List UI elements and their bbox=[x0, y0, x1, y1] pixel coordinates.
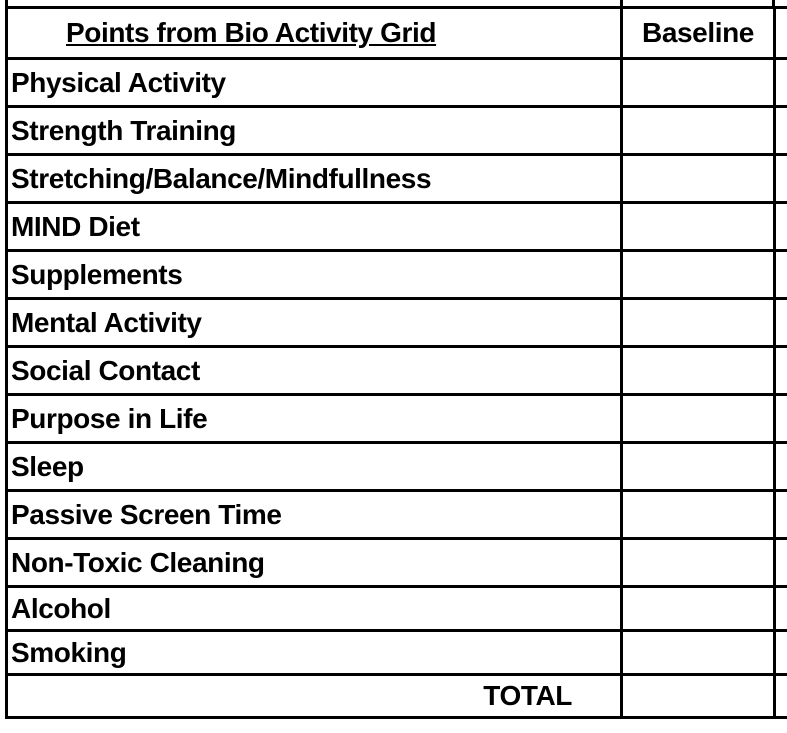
activity-label: MIND Diet bbox=[11, 210, 140, 242]
next-column-cell[interactable] bbox=[775, 587, 787, 631]
table-row bbox=[7, 107, 787, 155]
total-label-cell[interactable] bbox=[7, 675, 622, 718]
activity-label: Stretching/Balance/Mindfullness bbox=[11, 162, 432, 194]
activity-label-cell[interactable] bbox=[7, 587, 622, 631]
table-row bbox=[7, 59, 787, 107]
table-row bbox=[7, 347, 787, 395]
grid-title: Points from Bio Activity Grid bbox=[66, 17, 437, 48]
next-column-cell[interactable] bbox=[775, 631, 787, 675]
table-row bbox=[7, 491, 787, 539]
activity-label: Purpose in Life bbox=[11, 402, 208, 434]
baseline-cell[interactable] bbox=[622, 347, 775, 395]
baseline-cell[interactable] bbox=[622, 203, 775, 251]
activity-label-cell[interactable] bbox=[7, 59, 622, 107]
table-row bbox=[7, 203, 787, 251]
table-row bbox=[7, 251, 787, 299]
activity-label: Mental Activity bbox=[11, 306, 202, 338]
next-column-cell[interactable] bbox=[775, 59, 787, 107]
activity-label: Supplements bbox=[11, 258, 183, 290]
baseline-cell[interactable] bbox=[622, 299, 775, 347]
bio-activity-grid-table bbox=[5, 6, 787, 719]
header-row bbox=[7, 8, 787, 59]
total-baseline-cell[interactable] bbox=[622, 675, 775, 718]
baseline-cell[interactable] bbox=[622, 395, 775, 443]
activity-label-cell[interactable] bbox=[7, 631, 622, 675]
activity-label: Non-Toxic Cleaning bbox=[11, 546, 265, 578]
activity-label: Strength Training bbox=[11, 114, 236, 146]
activity-label: Sleep bbox=[11, 450, 84, 482]
table-row bbox=[7, 587, 787, 631]
baseline-header: Baseline bbox=[642, 17, 754, 48]
total-row bbox=[7, 675, 787, 718]
activity-label-cell[interactable] bbox=[7, 395, 622, 443]
activity-label: Physical Activity bbox=[11, 66, 226, 98]
baseline-cell[interactable] bbox=[622, 59, 775, 107]
activity-label: Passive Screen Time bbox=[11, 498, 282, 530]
next-column-cell[interactable] bbox=[775, 395, 787, 443]
next-column-cell[interactable] bbox=[775, 251, 787, 299]
activity-label-cell[interactable] bbox=[7, 107, 622, 155]
baseline-cell[interactable] bbox=[622, 251, 775, 299]
next-column-header-cell[interactable] bbox=[775, 8, 787, 59]
activity-label: Smoking bbox=[11, 636, 127, 668]
activity-label-cell[interactable] bbox=[7, 347, 622, 395]
table-row bbox=[7, 395, 787, 443]
activity-label-cell[interactable] bbox=[7, 299, 622, 347]
activity-label-cell[interactable] bbox=[7, 443, 622, 491]
activity-label-cell[interactable] bbox=[7, 155, 622, 203]
baseline-cell[interactable] bbox=[622, 107, 775, 155]
table-row bbox=[7, 539, 787, 587]
activity-label-cell[interactable] bbox=[7, 251, 622, 299]
next-column-cell[interactable] bbox=[775, 299, 787, 347]
table-row bbox=[7, 631, 787, 675]
next-column-cell[interactable] bbox=[775, 539, 787, 587]
next-column-cell[interactable] bbox=[775, 203, 787, 251]
total-label: TOTAL bbox=[483, 680, 572, 711]
baseline-cell[interactable] bbox=[622, 155, 775, 203]
next-column-cell[interactable] bbox=[775, 107, 787, 155]
activity-label-cell[interactable] bbox=[7, 539, 622, 587]
table-row bbox=[7, 155, 787, 203]
baseline-cell[interactable] bbox=[622, 491, 775, 539]
next-column-cell[interactable] bbox=[775, 443, 787, 491]
next-column-cell[interactable] bbox=[775, 347, 787, 395]
table-row bbox=[7, 299, 787, 347]
baseline-header-cell[interactable] bbox=[622, 8, 775, 59]
activity-label: Alcohol bbox=[11, 592, 111, 624]
baseline-cell[interactable] bbox=[622, 443, 775, 491]
activity-label-cell[interactable] bbox=[7, 203, 622, 251]
baseline-cell[interactable] bbox=[622, 539, 775, 587]
next-column-cell[interactable] bbox=[775, 491, 787, 539]
next-column-cell[interactable] bbox=[775, 155, 787, 203]
grid-title-cell[interactable] bbox=[7, 8, 622, 59]
baseline-cell[interactable] bbox=[622, 631, 775, 675]
activity-label-cell[interactable] bbox=[7, 491, 622, 539]
next-column-cell[interactable] bbox=[775, 675, 787, 718]
activity-label: Social Contact bbox=[11, 354, 200, 386]
baseline-cell[interactable] bbox=[622, 587, 775, 631]
table-row bbox=[7, 443, 787, 491]
